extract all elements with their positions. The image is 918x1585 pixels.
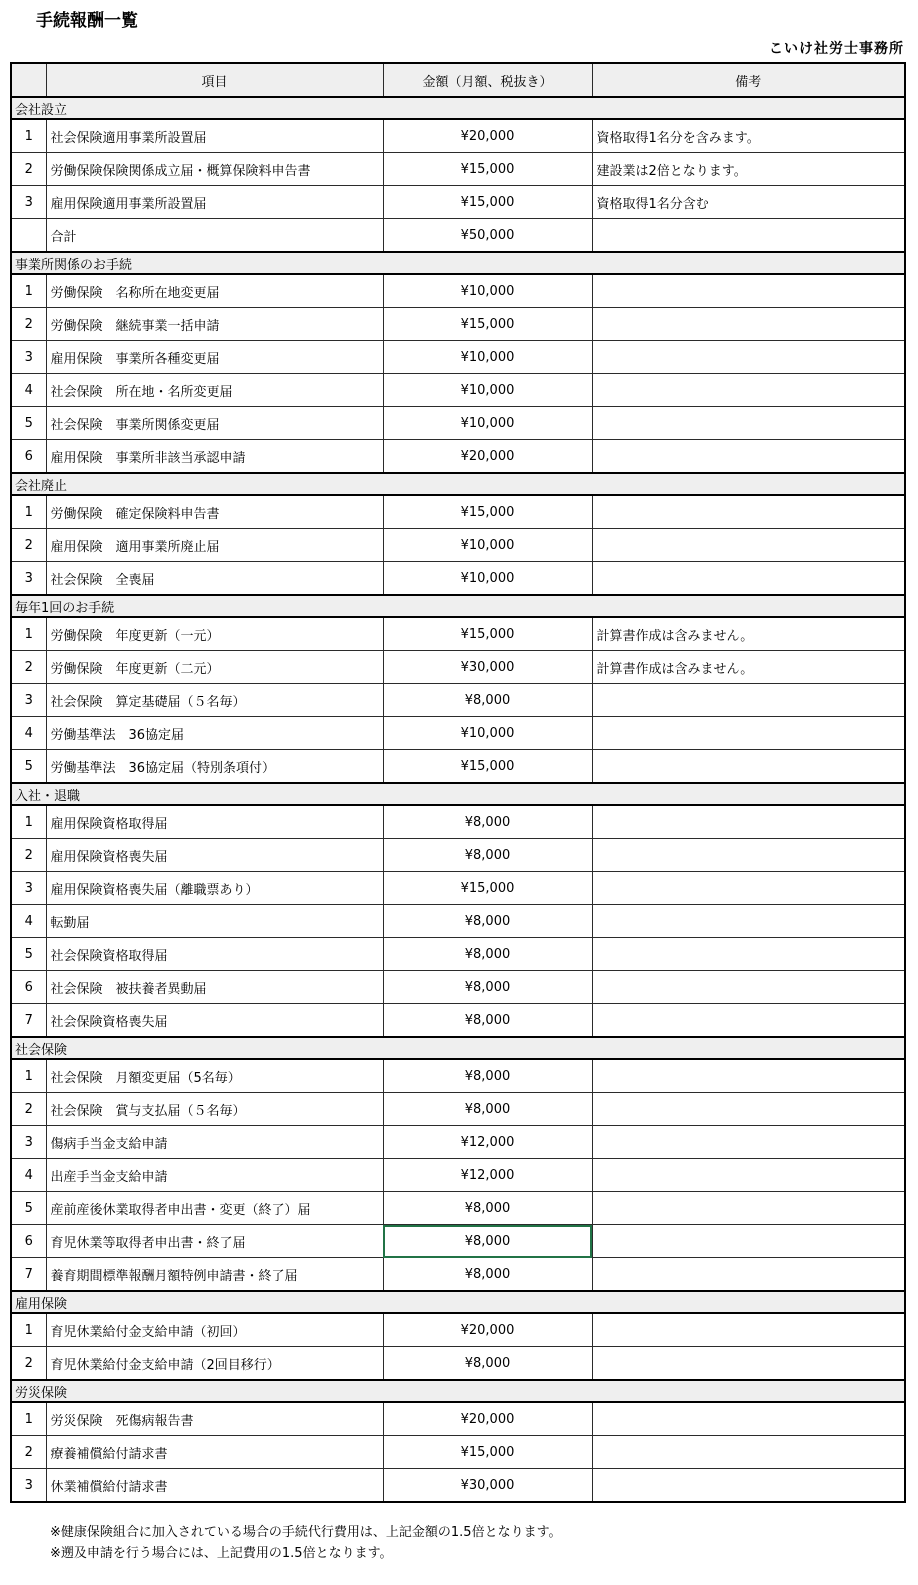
- cell-item[interactable]: 療養補償給付請求書: [46, 1436, 383, 1469]
- cell-remarks[interactable]: [592, 1159, 905, 1192]
- cell-item[interactable]: 社会保険 所在地・名所変更届: [46, 374, 383, 407]
- section-title[interactable]: 事業所関係のお手続: [11, 252, 905, 274]
- cell-amount[interactable]: ¥12,000: [383, 1126, 592, 1159]
- cell-remarks[interactable]: [592, 341, 905, 374]
- cell-amount[interactable]: ¥8,000: [383, 1192, 592, 1225]
- footnote[interactable]: ※健康保険組合に加入されている場合の手続代行費用は、上記金額の1.5倍となります。: [50, 1525, 562, 1540]
- table-row: [11, 374, 905, 407]
- section-title[interactable]: 労災保険: [11, 1380, 905, 1402]
- table-row: [11, 971, 905, 1004]
- table-row: [11, 1313, 905, 1347]
- table-row: [11, 1159, 905, 1192]
- cell-amount[interactable]: ¥10,000: [383, 274, 592, 308]
- section-row: [11, 595, 905, 617]
- table-row: [11, 440, 905, 474]
- cell-item[interactable]: 社会保険適用事業所設置届: [46, 119, 383, 153]
- cell-item[interactable]: 雇用保険資格取得届: [46, 805, 383, 839]
- cell-remarks[interactable]: [592, 1192, 905, 1225]
- table-row: [11, 1469, 905, 1503]
- section-row: [11, 1291, 905, 1313]
- cell-amount[interactable]: ¥30,000: [383, 1469, 592, 1503]
- cell-number[interactable]: 4: [11, 717, 46, 750]
- section-title[interactable]: 会社廃止: [11, 473, 905, 495]
- cell-amount[interactable]: ¥20,000: [383, 1313, 592, 1347]
- cell-item[interactable]: 労働保険 年度更新（二元）: [46, 651, 383, 684]
- table-row: [11, 717, 905, 750]
- cell-amount[interactable]: ¥15,000: [383, 872, 592, 905]
- cell-item[interactable]: 合計: [46, 219, 383, 253]
- cell-amount[interactable]: ¥10,000: [383, 717, 592, 750]
- cell-number[interactable]: 2: [11, 308, 46, 341]
- cell-amount[interactable]: ¥8,000: [383, 684, 592, 717]
- cell-amount[interactable]: ¥8,000: [383, 839, 592, 872]
- table-row: [11, 1004, 905, 1038]
- section-row: [11, 252, 905, 274]
- cell-remarks[interactable]: [592, 1347, 905, 1381]
- table-row: [11, 495, 905, 529]
- table-body: [11, 97, 905, 1502]
- cell-remarks[interactable]: [592, 805, 905, 839]
- footnote[interactable]: ※遡及申請を行う場合には、上記費用の1.5倍となります。: [50, 1546, 393, 1561]
- table-row: [11, 219, 905, 253]
- cell-item[interactable]: 労働保険 年度更新（一元）: [46, 617, 383, 651]
- cell-amount[interactable]: ¥8,000: [383, 1004, 592, 1038]
- cell-amount[interactable]: ¥8,000: [383, 805, 592, 839]
- cell-number[interactable]: 2: [11, 529, 46, 562]
- cell-number[interactable]: 6: [11, 971, 46, 1004]
- cell-remarks[interactable]: [592, 1004, 905, 1038]
- cell-number[interactable]: 1: [11, 274, 46, 308]
- cell-remarks[interactable]: [592, 374, 905, 407]
- cell-number[interactable]: 1: [11, 1402, 46, 1436]
- table-row: [11, 651, 905, 684]
- cell-number[interactable]: 5: [11, 1192, 46, 1225]
- cell-number[interactable]: 1: [11, 805, 46, 839]
- cell-number[interactable]: 1: [11, 495, 46, 529]
- cell-amount[interactable]: ¥15,000: [383, 308, 592, 341]
- cell-amount[interactable]: ¥15,000: [383, 153, 592, 186]
- cell-amount[interactable]: ¥20,000: [383, 440, 592, 474]
- cell-amount[interactable]: ¥15,000: [383, 750, 592, 784]
- cell-number[interactable]: 5: [11, 407, 46, 440]
- sheet-title: 手続報酬一覧: [36, 11, 138, 31]
- table-row: [11, 341, 905, 374]
- cell-remarks[interactable]: [592, 717, 905, 750]
- table-row: [11, 1093, 905, 1126]
- section-title[interactable]: 社会保険: [11, 1037, 905, 1059]
- cell-remarks[interactable]: 計算書作成は含みません。: [592, 651, 905, 684]
- cell-remarks[interactable]: [592, 971, 905, 1004]
- cell-remarks[interactable]: [592, 872, 905, 905]
- cell-item[interactable]: 社会保険 被扶養者異動届: [46, 971, 383, 1004]
- cell-amount[interactable]: ¥8,000: [383, 905, 592, 938]
- table-row: [11, 562, 905, 596]
- cell-amount[interactable]: ¥10,000: [383, 407, 592, 440]
- table-row: [11, 938, 905, 971]
- table-row: [11, 1436, 905, 1469]
- cell-number[interactable]: 4: [11, 1159, 46, 1192]
- table-row: [11, 529, 905, 562]
- footnotes: [50, 1522, 562, 1564]
- table-row: [11, 1225, 905, 1258]
- cell-item[interactable]: 社会保険 事業所関係変更届: [46, 407, 383, 440]
- table-row: [11, 1059, 905, 1093]
- table-row: [11, 805, 905, 839]
- cell-amount[interactable]: ¥15,000: [383, 617, 592, 651]
- cell-remarks[interactable]: [592, 1469, 905, 1503]
- cell-item[interactable]: 社会保険資格喪失届: [46, 1004, 383, 1038]
- cell-amount[interactable]: ¥15,000: [383, 186, 592, 219]
- table-row: [11, 905, 905, 938]
- cell-number[interactable]: 2: [11, 1436, 46, 1469]
- cell-item[interactable]: 社会保険 賞与支払届（５名毎）: [46, 1093, 383, 1126]
- cell-amount[interactable]: ¥20,000: [383, 119, 592, 153]
- cell-number[interactable]: 1: [11, 617, 46, 651]
- cell-item[interactable]: 育児休業給付金支給申請（2回目移行）: [46, 1347, 383, 1381]
- cell-number[interactable]: 1: [11, 1059, 46, 1093]
- cell-item[interactable]: 育児休業給付金支給申請（初回）: [46, 1313, 383, 1347]
- cell-item[interactable]: 社会保険 月額変更届（5名毎）: [46, 1059, 383, 1093]
- cell-number[interactable]: 7: [11, 1004, 46, 1038]
- table-row: [11, 1402, 905, 1436]
- cell-number[interactable]: 4: [11, 374, 46, 407]
- cell-remarks[interactable]: [592, 495, 905, 529]
- fee-table: [10, 62, 906, 1503]
- cell-item[interactable]: 傷病手当金支給申請: [46, 1126, 383, 1159]
- cell-item[interactable]: 労災保険 死傷病報告書: [46, 1402, 383, 1436]
- cell-remarks[interactable]: [592, 440, 905, 474]
- cell-remarks[interactable]: [592, 1093, 905, 1126]
- table-row: [11, 274, 905, 308]
- cell-remarks[interactable]: [592, 219, 905, 253]
- cell-number[interactable]: 3: [11, 186, 46, 219]
- cell-amount[interactable]: ¥10,000: [383, 562, 592, 596]
- cell-remarks[interactable]: [592, 1225, 905, 1258]
- cell-remarks[interactable]: [592, 905, 905, 938]
- cell-number[interactable]: 5: [11, 938, 46, 971]
- cell-item[interactable]: 雇用保険資格喪失届: [46, 839, 383, 872]
- cell-remarks[interactable]: [592, 562, 905, 596]
- table-row: [11, 684, 905, 717]
- cell-remarks[interactable]: [592, 308, 905, 341]
- table-row: [11, 839, 905, 872]
- cell-number[interactable]: 2: [11, 1347, 46, 1381]
- cell-amount[interactable]: ¥15,000: [383, 495, 592, 529]
- table-row: [11, 119, 905, 153]
- cell-remarks[interactable]: [592, 1126, 905, 1159]
- cell-number[interactable]: 3: [11, 684, 46, 717]
- cell-amount[interactable]: ¥10,000: [383, 529, 592, 562]
- cell-number[interactable]: 2: [11, 1093, 46, 1126]
- header-remarks[interactable]: 備考: [592, 63, 905, 97]
- cell-item[interactable]: 雇用保険資格喪失届（離職票あり）: [46, 872, 383, 905]
- table-row: [11, 1258, 905, 1292]
- cell-number[interactable]: 3: [11, 1469, 46, 1503]
- table-row: [11, 617, 905, 651]
- cell-item[interactable]: 休業補償給付請求書: [46, 1469, 383, 1503]
- section-row: [11, 473, 905, 495]
- cell-item[interactable]: 養育期間標準報酬月額特例申請書・終了届: [46, 1258, 383, 1292]
- cell-amount[interactable]: ¥12,000: [383, 1159, 592, 1192]
- cell-number[interactable]: 2: [11, 651, 46, 684]
- cell-number[interactable]: 4: [11, 905, 46, 938]
- table-row: [11, 1347, 905, 1381]
- cell-number[interactable]: 2: [11, 839, 46, 872]
- cell-remarks[interactable]: [592, 684, 905, 717]
- cell-item[interactable]: 雇用保険 事業所各種変更届: [46, 341, 383, 374]
- cell-item[interactable]: 労働基準法 36協定届（特別条項付）: [46, 750, 383, 784]
- cell-remarks[interactable]: 計算書作成は含みません。: [592, 617, 905, 651]
- cell-remarks[interactable]: [592, 529, 905, 562]
- cell-item[interactable]: 雇用保険適用事業所設置届: [46, 186, 383, 219]
- cell-remarks[interactable]: 資格取得1名分含む: [592, 186, 905, 219]
- section-title[interactable]: 毎年1回のお手続: [11, 595, 905, 617]
- section-row: [11, 97, 905, 119]
- cell-remarks[interactable]: [592, 407, 905, 440]
- cell-item[interactable]: 雇用保険 適用事業所廃止届: [46, 529, 383, 562]
- cell-item[interactable]: 労働保険保険関係成立届・概算保険料申告書: [46, 153, 383, 186]
- cell-number[interactable]: 5: [11, 750, 46, 784]
- cell-remarks[interactable]: [592, 1436, 905, 1469]
- cell-number[interactable]: 6: [11, 1225, 46, 1258]
- cell-item[interactable]: 社会保険 算定基礎届（５名毎）: [46, 684, 383, 717]
- section-title[interactable]: 入社・退職: [11, 783, 905, 805]
- cell-item[interactable]: 育児休業等取得者申出書・終了届: [46, 1225, 383, 1258]
- cell-remarks[interactable]: 建設業は2倍となります。: [592, 153, 905, 186]
- cell-remarks[interactable]: [592, 274, 905, 308]
- cell-number[interactable]: 3: [11, 1126, 46, 1159]
- cell-item[interactable]: 産前産後休業取得者申出書・変更（終了）届: [46, 1192, 383, 1225]
- cell-item[interactable]: 社会保険 全喪届: [46, 562, 383, 596]
- section-title[interactable]: 会社設立: [11, 97, 905, 119]
- cell-number[interactable]: 7: [11, 1258, 46, 1292]
- cell-remarks[interactable]: [592, 1313, 905, 1347]
- table-header-row: [11, 63, 905, 97]
- cell-remarks[interactable]: [592, 1059, 905, 1093]
- header-no[interactable]: [11, 63, 46, 97]
- table-row: [11, 1126, 905, 1159]
- cell-number[interactable]: 3: [11, 562, 46, 596]
- cell-remarks[interactable]: [592, 938, 905, 971]
- cell-amount[interactable]: ¥8,000: [383, 1059, 592, 1093]
- cell-amount[interactable]: ¥8,000: [383, 1347, 592, 1381]
- cell-remarks[interactable]: [592, 1402, 905, 1436]
- table-row: [11, 186, 905, 219]
- cell-number[interactable]: 3: [11, 872, 46, 905]
- cell-item[interactable]: 転勤届: [46, 905, 383, 938]
- cell-number[interactable]: 3: [11, 341, 46, 374]
- cell-amount[interactable]: ¥30,000: [383, 651, 592, 684]
- cell-item[interactable]: 労働保険 継続事業一括申請: [46, 308, 383, 341]
- cell-item[interactable]: 出産手当金支給申請: [46, 1159, 383, 1192]
- header-item[interactable]: 項目: [46, 63, 383, 97]
- cell-amount[interactable]: ¥8,000: [383, 938, 592, 971]
- cell-amount[interactable]: ¥15,000: [383, 1436, 592, 1469]
- cell-item[interactable]: 社会保険資格取得届: [46, 938, 383, 971]
- cell-number[interactable]: 1: [11, 119, 46, 153]
- cell-remarks[interactable]: 資格取得1名分を含みます。: [592, 119, 905, 153]
- section-row: [11, 783, 905, 805]
- table-row: [11, 872, 905, 905]
- cell-amount[interactable]: ¥20,000: [383, 1402, 592, 1436]
- table-row: [11, 750, 905, 784]
- cell-item[interactable]: 労働保険 名称所在地変更届: [46, 274, 383, 308]
- header-amount[interactable]: 金額（月額、税抜き）: [383, 63, 592, 97]
- cell-remarks[interactable]: [592, 1258, 905, 1292]
- table-row: [11, 308, 905, 341]
- section-row: [11, 1037, 905, 1059]
- cell-amount[interactable]: ¥8,000: [383, 971, 592, 1004]
- cell-amount[interactable]: ¥8,000: [383, 1258, 592, 1292]
- cell-remarks[interactable]: [592, 839, 905, 872]
- cell-amount[interactable]: ¥8,000: [383, 1093, 592, 1126]
- section-row: [11, 1380, 905, 1402]
- table-row: [11, 407, 905, 440]
- cell-number[interactable]: 2: [11, 153, 46, 186]
- cell-number[interactable]: 1: [11, 1313, 46, 1347]
- table-row: [11, 153, 905, 186]
- cell-amount[interactable]: ¥10,000: [383, 341, 592, 374]
- section-title[interactable]: 雇用保険: [11, 1291, 905, 1313]
- cell-remarks[interactable]: [592, 750, 905, 784]
- cell-item[interactable]: 労働基準法 36協定届: [46, 717, 383, 750]
- cell-number[interactable]: [11, 219, 46, 253]
- cell-amount[interactable]: ¥10,000: [383, 374, 592, 407]
- cell-number[interactable]: 6: [11, 440, 46, 474]
- cell-item[interactable]: 労働保険 確定保険料申告書: [46, 495, 383, 529]
- office-name: こいけ社労士事務所: [769, 41, 904, 57]
- cell-item[interactable]: 雇用保険 事業所非該当承認申請: [46, 440, 383, 474]
- cell-amount[interactable]: ¥8,000: [383, 1225, 592, 1258]
- cell-amount[interactable]: ¥50,000: [383, 219, 592, 253]
- table-row: [11, 1192, 905, 1225]
